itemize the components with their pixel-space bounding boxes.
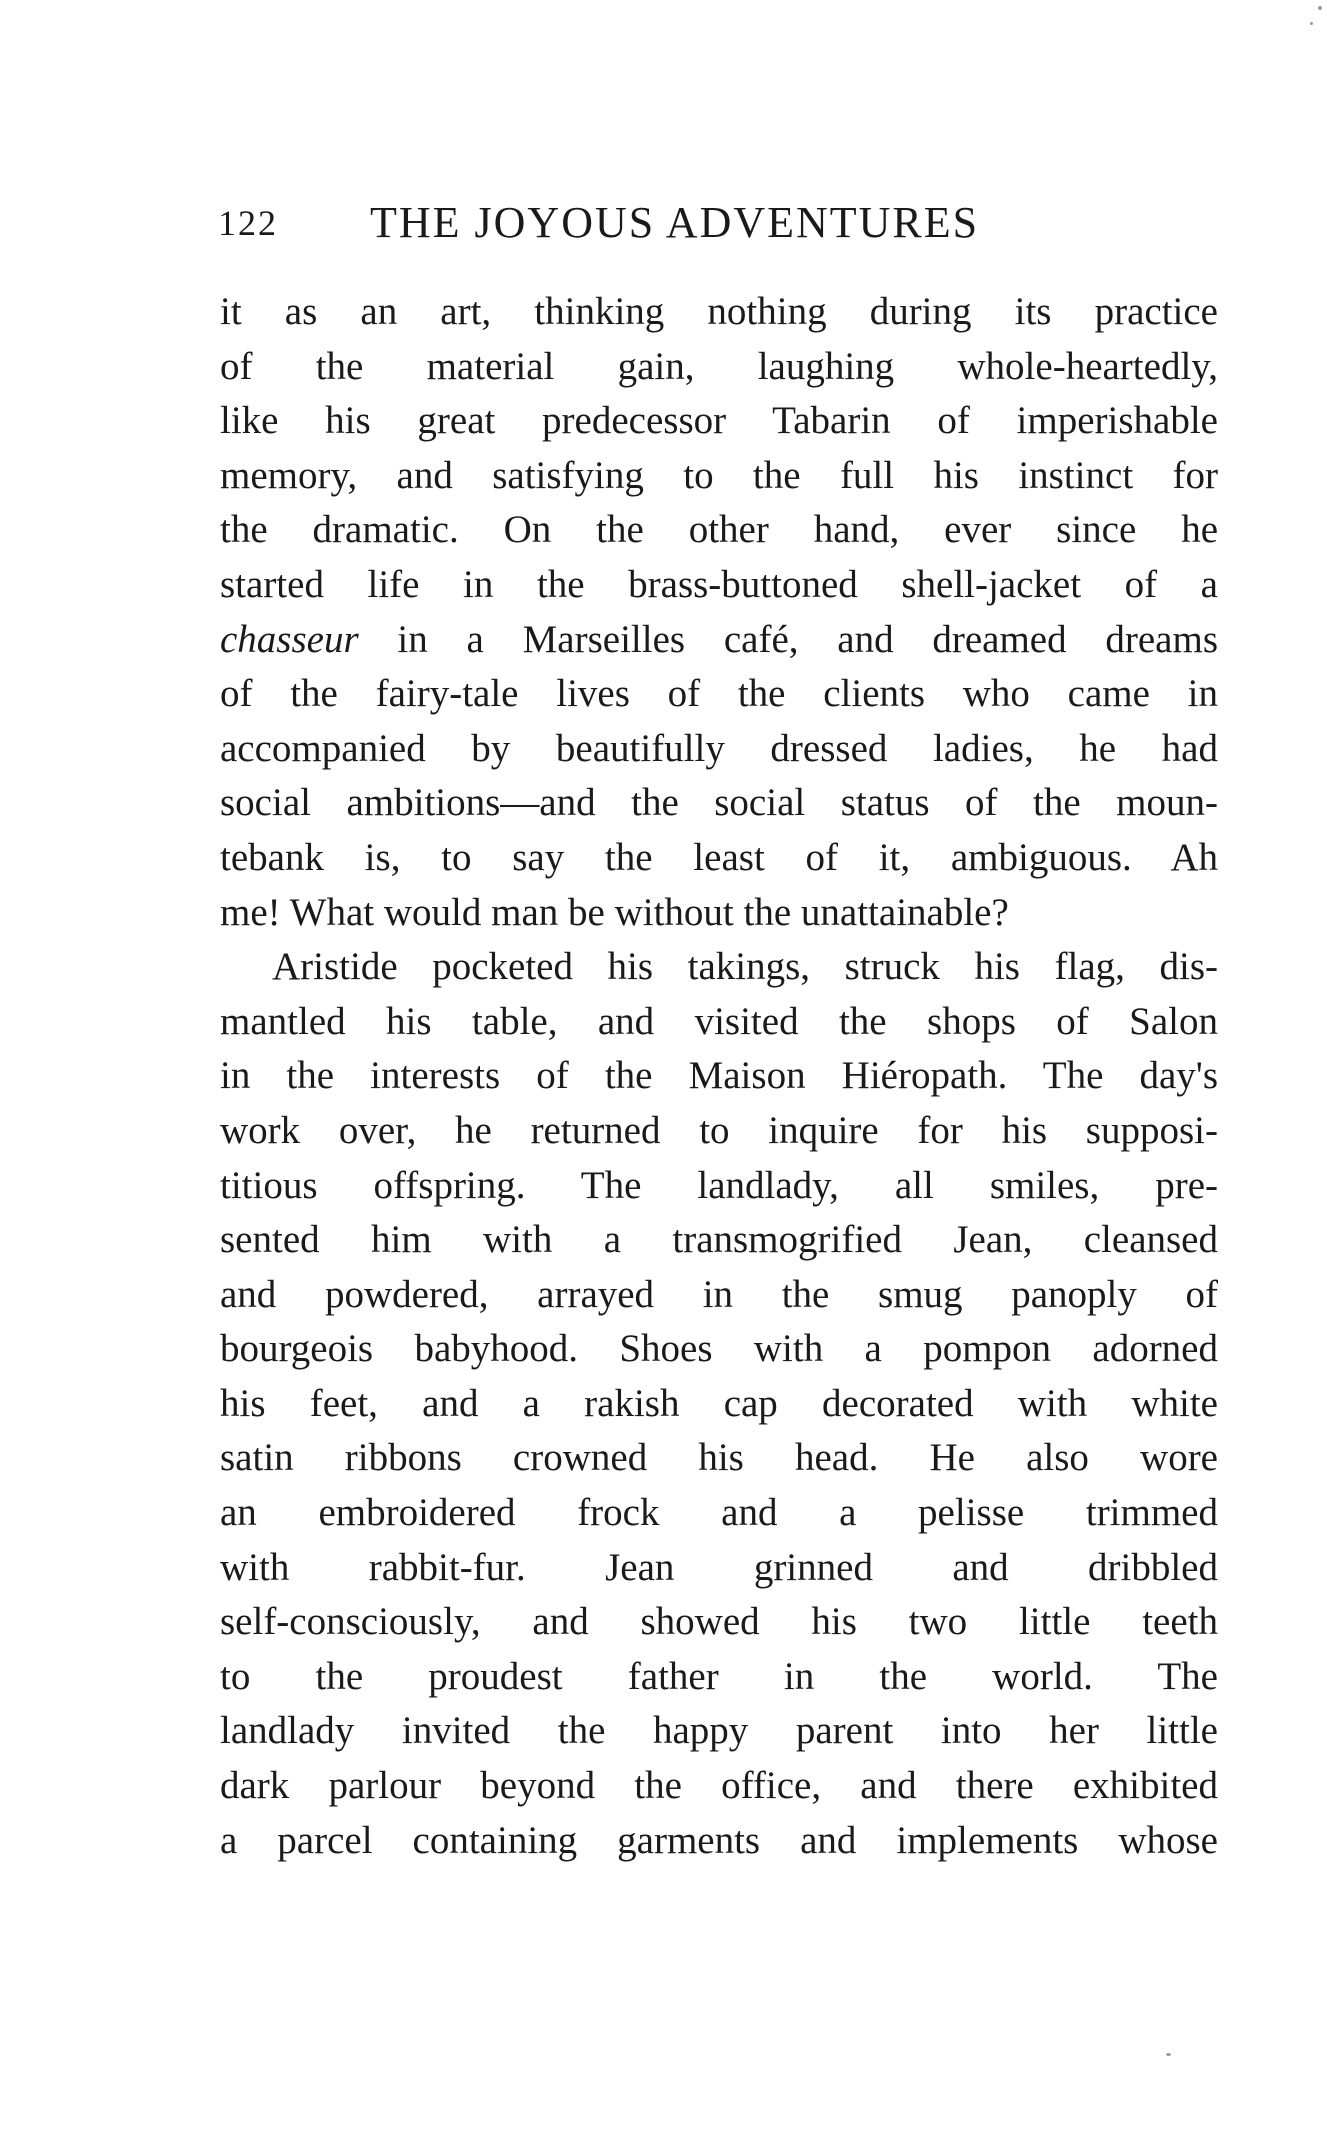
text-line: work over, he returned to inquire for his supposi- <box>220 1108 1218 1152</box>
paragraph-start-line: Aristide pocketed his takings, struck his flag, dis- <box>272 945 1218 989</box>
text-line: landlady invited the happy parent into her little <box>220 1709 1218 1753</box>
text-line: like his great predecessor Tabarin of imperishable <box>220 399 1218 443</box>
text-line: bourgeois babyhood. Shoes with a pompon adorned <box>220 1327 1218 1371</box>
text-line: accompanied by beautifully dressed ladies, he had <box>220 726 1218 770</box>
paper-speck <box>1318 6 1322 10</box>
text-line: social ambitions—and the social status of the moun- <box>220 781 1218 825</box>
text-line: his feet, and a rakish cap decorated with white <box>220 1381 1218 1425</box>
line-remainder: in a Marseilles café, and dreamed dreams <box>358 617 1218 661</box>
running-head <box>218 193 1218 253</box>
text-line: titious offspring. The landlady, all smiles, pre- <box>220 1163 1218 1207</box>
book-title: THE JOYOUS ADVENTURES <box>370 198 980 247</box>
text-line: self-consciously, and showed his two little teeth <box>220 1600 1218 1644</box>
text-line: and powdered, arrayed in the smug panoply of <box>220 1272 1218 1316</box>
body-text <box>220 285 1218 1868</box>
text-line: of the fairy-tale lives of the clients who came in <box>220 672 1218 716</box>
italic-word: chasseur <box>220 617 359 661</box>
paper-speck <box>1166 2053 1171 2056</box>
text-line: a parcel containing garments and implements whose <box>220 1818 1218 1862</box>
text-line: dark parlour beyond the office, and there exhibited <box>220 1764 1218 1808</box>
text-line: it as an art, thinking nothing during its practice <box>220 290 1218 333</box>
text-line: in the interests of the Maison Hiéropath. The day's <box>220 1054 1218 1098</box>
text-line: mantled his table, and visited the shops of Salon <box>220 999 1218 1043</box>
text-line: satin ribbons crowned his head. He also wore <box>220 1436 1218 1480</box>
text-line: an embroidered frock and a pelisse trimmed <box>220 1491 1218 1535</box>
text-line: started life in the brass-buttoned shell-jacket of a <box>220 562 1218 606</box>
paper-speck <box>1310 22 1313 25</box>
text-line: to the proudest father in the world. The <box>220 1654 1218 1698</box>
text-line: sented him with a transmogrified Jean, cleansed <box>220 1218 1218 1262</box>
text-line: with rabbit-fur. Jean grinned and dribbled <box>220 1545 1218 1589</box>
text-line: tebank is, to say the least of it, ambiguous. Ah <box>220 835 1218 879</box>
page-number: 122 <box>218 203 278 243</box>
text-line <box>220 613 1218 668</box>
text-line: the dramatic. On the other hand, ever since he <box>220 508 1218 552</box>
text-line: memory, and satisfying to the full his instinct for <box>220 453 1218 497</box>
paragraph-end-line: me! What would man be without the unattainable? <box>220 890 1009 934</box>
text-line: of the material gain, laughing whole-heartedly, <box>220 344 1218 388</box>
